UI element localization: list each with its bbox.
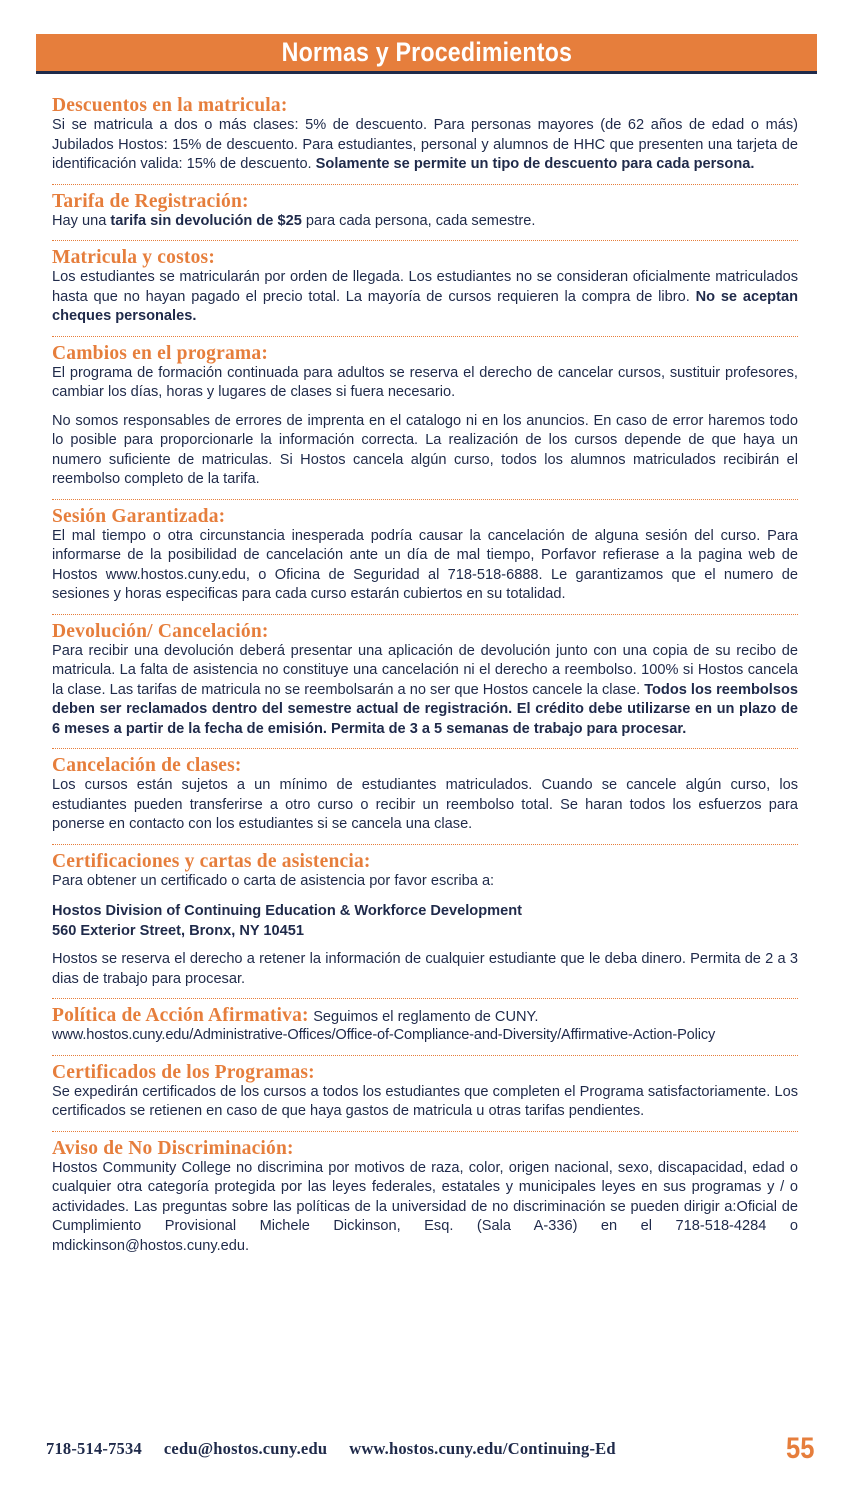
section-text: El programa de formación continuada para adultos se reserva el derecho de cancelar cursos, sustituir profesores, cambiar los días, horas y lugares de clases si fuera necesario. [52, 364, 798, 400]
page-title: Normas y Procedimientos [281, 37, 572, 67]
section-title: Matricula y costos: [52, 247, 216, 268]
section-title: Cambios en el programa: [52, 342, 269, 364]
section-title: Devolución/ Cancelación: [52, 620, 269, 642]
section-title: Aviso de No Discriminación: [52, 1137, 294, 1159]
section-title: Cancelación de clases: [52, 755, 242, 776]
section-certificaciones [52, 852, 798, 1000]
footer-email[interactable]: cedu@hostos.cuny.edu [163, 1439, 328, 1458]
policy-link[interactable]: www.hostos.cuny.edu/Administrative-Offices/Office-of-Compliance-and-Diversity/Affirmative-Action-Policy [52, 1027, 716, 1043]
page-number: 55 [785, 1432, 814, 1465]
section-text: Para recibir una devolución deberá presentar una aplicación de devolución junto con una copia de su recibo de matricula. La falta de asistencia no constituye una cancelación ni el derecho a reembolso. 100% si Hostos cancela la clase. Las tarifas de matricula no se reembolsarán a no ser que Hostos cancele la clase. Todos los reembolsos deben ser reclamados dentro del semestre actual de registración. El crédito debe utilizarse en un plazo de 6 meses a partir de la fecha de emisión. Permita de 3 a 5 semanas de trabajo para procesar. [52, 642, 798, 737]
section-aviso [52, 1139, 798, 1266]
address-line-2: 560 Exterior Street, Bronx, NY 10451 [52, 923, 305, 939]
section-text: Para obtener un certificado o carta de asistencia por favor escriba a: [52, 872, 495, 889]
section-title: Certificados de los Programas: [52, 1061, 315, 1083]
section-text: No somos responsables de errores de imprenta en el catalogo ni en los anuncios. En caso de error haremos todo lo posible para proporcionarle la información correcta. La realización de los cursos depende de que haya un numero suficiente de matriculas. Si Hostos cancela algún curso, todos los alumnos matriculados recibirán el reembolso completo de la tarifa. [52, 412, 798, 487]
section-title: Política de Acción Afirmativa: [52, 1005, 309, 1026]
section-matricula [52, 248, 798, 337]
section-text: Hay una tarifa sin devolución de $25 para cada persona, cada semestre. [52, 212, 536, 229]
section-title: Tarifa de Registración: [52, 190, 249, 212]
section-text: Hostos se reserva el derecho a retener la información de cualquier estudiante que le deba dinero. Permita de 2 a 3 dias de trabajo para procesar. [52, 951, 798, 987]
section-title: Descuentos en la matricula: [52, 95, 288, 116]
section-cambios [52, 344, 798, 500]
footer-website[interactable]: www.hostos.cuny.edu/Continuing-Ed [349, 1439, 616, 1458]
section-text: Se expedirán certificados de los cursos a todos los estudiantes que completen el Programa satisfactoriamente. Los certificados se retienen en caso de que haya gastos de matricula u otras tarifas pendientes. [52, 1083, 798, 1119]
section-text: Los estudiantes se matricularán por orden de llegada. Los estudiantes no se consideran oficialmente matriculados hasta que no hayan pagado el precio total. La mayoría de cursos requieren la compra de libro. No se aceptan cheques personales. [52, 269, 798, 324]
section-inline-text: Seguimos el reglamento de CUNY. [313, 1009, 539, 1025]
section-sesion [52, 507, 798, 615]
footer-contact [46, 1439, 616, 1459]
mailing-address [52, 901, 798, 941]
page-header-banner [36, 34, 817, 74]
section-politica [52, 1006, 798, 1056]
section-certificados [52, 1063, 798, 1132]
page-footer [46, 1432, 814, 1466]
section-tarifa [52, 192, 798, 242]
policies-content [52, 96, 798, 1272]
section-text: Si se matricula a dos o más clases: 5% de descuento. Para personas mayores (de 62 años de edad o más) Jubilados Hostos: 15% de descuento. Para estudiantes, personal y alumnos de HHC que presenten una tarjeta de identificación valida: 15% de descuento. Solamente se permite un tipo de descuento para cada persona. [52, 117, 798, 172]
section-descuentos [52, 96, 798, 185]
section-title: Certificaciones y cartas de asistencia: [52, 850, 371, 872]
section-text: El mal tiempo o otra circunstancia inesperada podría causar la cancelación de alguna sesión del curso. Para informarse de la posibilidad de cancelación ante un día de mal tiempo, Porfavor refierase a la pagina web de Hostos www.hostos.cuny.edu, o Oficina de Seguridad al 718-518-6888. Le garantizamos que el numero de sesiones y horas especificas para cada curso estarán cubiertos en su totalidad. [52, 527, 798, 602]
section-title: Sesión Garantizada: [52, 505, 226, 527]
section-text: Los cursos están sujetos a un mínimo de estudiantes matriculados. Cuando se cancele algún curso, los estudiantes pueden transferirse a otro curso o recibir un reembolso total. Se haran todos los esfuerzos para ponerse en contacto con los estudiantes si se cancela una clase. [52, 777, 798, 832]
section-text: Hostos Community College no discrimina por motivos de raza, color, origen nacional, sexo, discapacidad, edad o cualquier otra categoría protegida por las leyes federales, estatales y municipales leyes en sus programas y / o actividades. Las preguntas sobre las políticas de la universidad de no discriminación se pueden dirigir a:Oficial de Cumplimiento Provisional Michele Dickinson, Esq. (Sala A-336) en el 718-518-4284 o mdickinson@hostos.cuny.edu. [52, 1159, 798, 1254]
address-line-1: Hostos Division of Continuing Education & Workforce Development [52, 903, 522, 919]
footer-phone[interactable]: 718-514-7534 [46, 1439, 142, 1458]
section-cancelacion [52, 756, 798, 845]
section-devolucion [52, 622, 798, 750]
